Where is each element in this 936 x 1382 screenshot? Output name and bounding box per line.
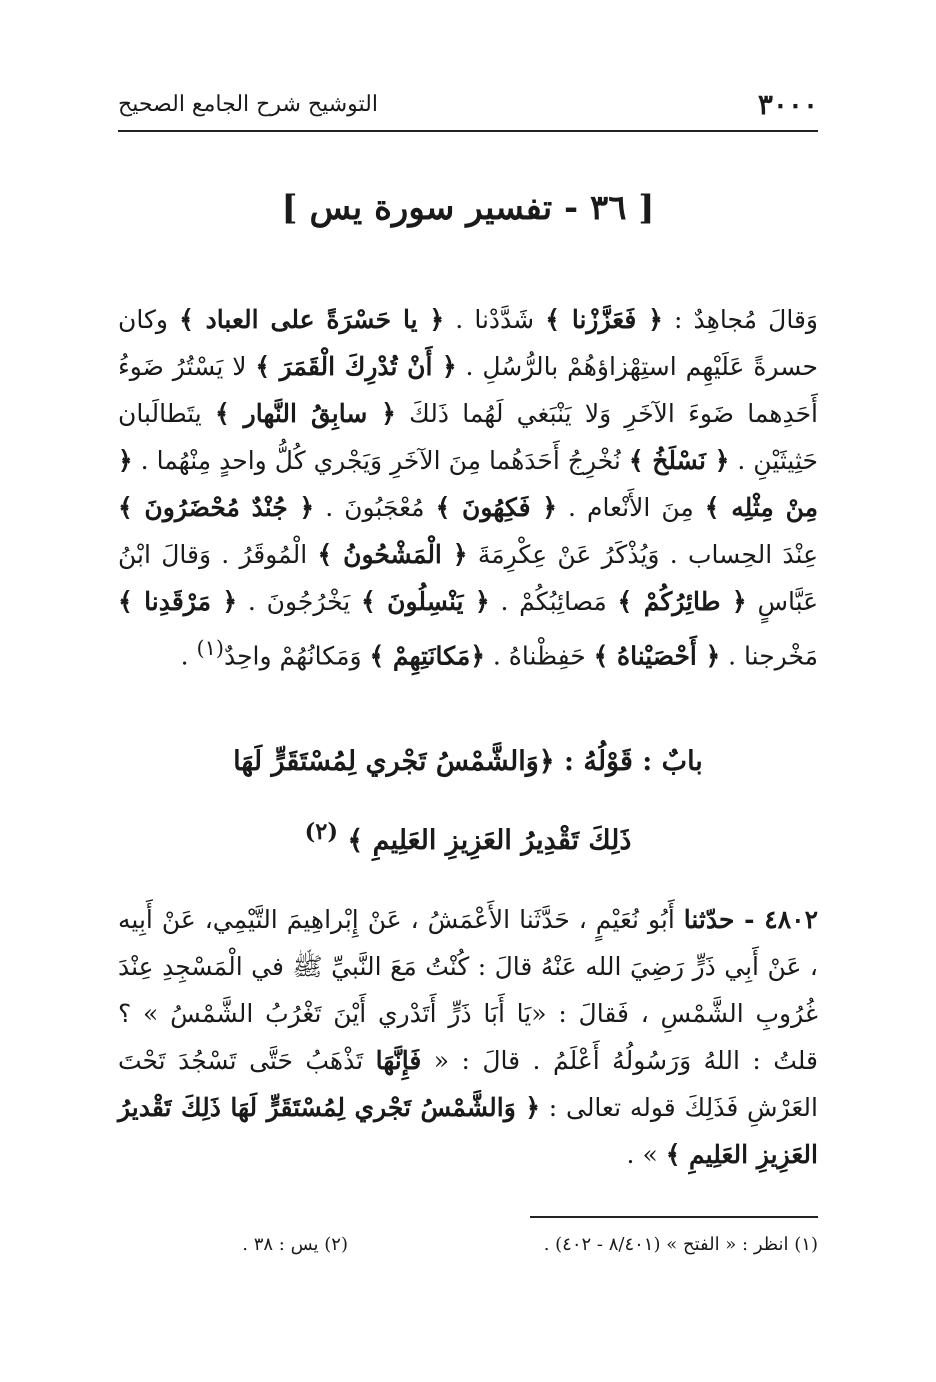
text-run: يَخْرُجُونَ . <box>237 587 361 616</box>
text-run: عِنْدَ الحِساب . وَيُذْكَرُ عَنْ عِكْرِمَةَ <box>467 540 818 569</box>
footnote-rule <box>530 1216 818 1218</box>
header-rule <box>118 130 818 132</box>
text-run: مَصائِبُكُمْ . <box>489 587 618 616</box>
text-run: مَخْرجنا . <box>720 641 818 671</box>
text-run: . <box>180 641 197 671</box>
text-run: نُخْرِجُ أَحَدَهُما مِنَ الآخَرِ وَيَجْري كُلُّ واحدٍ مِنْهُما . <box>132 446 629 475</box>
quran-quote: ﴿ يا حَسْرَةً على العباد ﴾ <box>179 305 445 334</box>
bab-heading-line1: بابٌ : قَوْلُهُ : ﴿وَالشَّمْسُ تَجْري لِمُسْتَقَرٍّ لَهَا <box>233 746 703 777</box>
footnote-2: (٢) يس : ٣٨ . <box>242 1234 348 1255</box>
text-run: لا يَسْتُرُ ضَوءُ أَحَدِهما ضَوءَ الآخَرِ وَلا يَنْبَغي لَهُما ذَلكَ <box>118 352 818 428</box>
quran-quote: ﴿ مِنْ مِثْلِه ﴾ <box>118 446 818 522</box>
text-run: حَفِظْناهُ . <box>484 641 594 671</box>
text-run: وكان حسرةً عَلَيْهِم استِهْزاؤهُمْ بالرُّسُلِ . <box>118 305 818 381</box>
hadith-emphasis: فَإِنَّهَا <box>375 1046 422 1075</box>
quran-quote: ﴿ وَالشَّمْسُ تَجْري لِمُسْتَقَرٍّ لَهَا ذَلِكَ تَقْديرُ العَزِيزِ العَلِيمِ ﴾ <box>118 1093 818 1169</box>
quran-quote: ﴿ فَكِهُونَ ﴾ <box>435 493 557 522</box>
text-run: » . <box>626 1140 666 1169</box>
text-run: يتَطالَبان حَثِيثَيْنِ . <box>118 399 818 475</box>
text-run: مِنَ الأَنْعام . <box>557 493 705 522</box>
book-title: التوشيح شرح الجامع الصحيح <box>118 92 378 117</box>
bab-heading-line2 <box>118 800 818 873</box>
text-run: تَذْهَبُ حَتَّى تَسْجُدَ تَحْتَ العَرْشِ فَذَلِكَ قوله تعالى : <box>118 1046 818 1122</box>
footnotes <box>118 1234 818 1264</box>
text-run: وَمَكانُهُمْ واحِدٌ <box>223 641 370 671</box>
running-head <box>118 86 818 126</box>
text-run: الْمُوقَرُ . وَقالَ ابْنُ عَبَّاسٍ <box>118 540 819 616</box>
quran-quote: ﴿ سابِقُ النَّهار ﴾ <box>215 399 396 428</box>
text-run: وَقالَ مُجاهِدٌ : <box>662 305 818 334</box>
quran-quote: ﴿ يَنْسِلُونَ ﴾ <box>361 587 490 616</box>
quran-quote: ﴿ مَرْقَدِنا ﴾ <box>118 587 238 616</box>
text-run: أَبُو نُعَيْمٍ ، حَدَّثَنا الأَعْمَشُ ، عَنْ إِبْراهِيمَ التَّيْمِي، عَنْ أَبِيه ، عَنْ أَبِي ذَرٍّ رَضِيَ الله عَنْهُ قالَ : كُنْتُ مَعَ النَّبيِّ ﷺ في الْمَسْجِدِ عِنْدَ غُرُوبِ الشَّمْسِ ، فَقالَ : «يَا أَبَا ذَرٍّ أَتَدْري أَيْنَ تَغْرُبُ الشَّمْسُ » ؟ قلتُ : اللهُ وَرَسُولُهُ أَعْلَمُ . قالَ : « <box>118 905 818 1075</box>
text-run: مُعْجَبُونَ . <box>314 493 436 522</box>
hadith-number: ٤٨٠٢ - حدّثنا <box>683 905 818 934</box>
chapter-title: [ ٣٦ - تفسير سورة يس ] <box>281 188 655 228</box>
footnote-ref: (٢) <box>304 819 338 845</box>
page-number: ٣٠٠٠ <box>757 88 818 121</box>
quran-quote: ﴿ نَسْلَخُ ﴾ <box>628 446 730 475</box>
footnote-1: (١) انظر : « الفتح » (٨/٤٠١ - ٤٠٢) . <box>543 1234 818 1255</box>
footnote-ref: (١) <box>196 636 224 660</box>
quran-quote: ﴿ الْمَشْحُونُ ﴾ <box>317 540 468 569</box>
quran-quote: ﴿ جُنْدٌ مُحْضَرُونَ ﴾ <box>118 493 315 522</box>
quran-quote: ﴿مَكانَتِهِمْ ﴾ <box>369 641 485 671</box>
quran-quote: ﴿ فَعَزَّزْنا ﴾ <box>545 305 663 334</box>
paragraph-hadith-4802 <box>118 896 818 1178</box>
text-run: شَدَّدْنا . <box>444 305 546 334</box>
bab-heading-text: ذَلِكَ تَقْدِيرُ العَزِيزِ العَلِيمِ ﴾ <box>347 825 632 856</box>
quran-quote: ﴿ أَحْصَيْناهُ ﴾ <box>593 641 721 671</box>
quran-quote: ﴿ طائِرُكُمْ ﴾ <box>617 587 747 616</box>
quran-quote: ﴿ أَنْ تُدْرِكَ الْقَمَرَ ﴾ <box>255 352 457 381</box>
paragraph-mujahid <box>118 296 818 679</box>
